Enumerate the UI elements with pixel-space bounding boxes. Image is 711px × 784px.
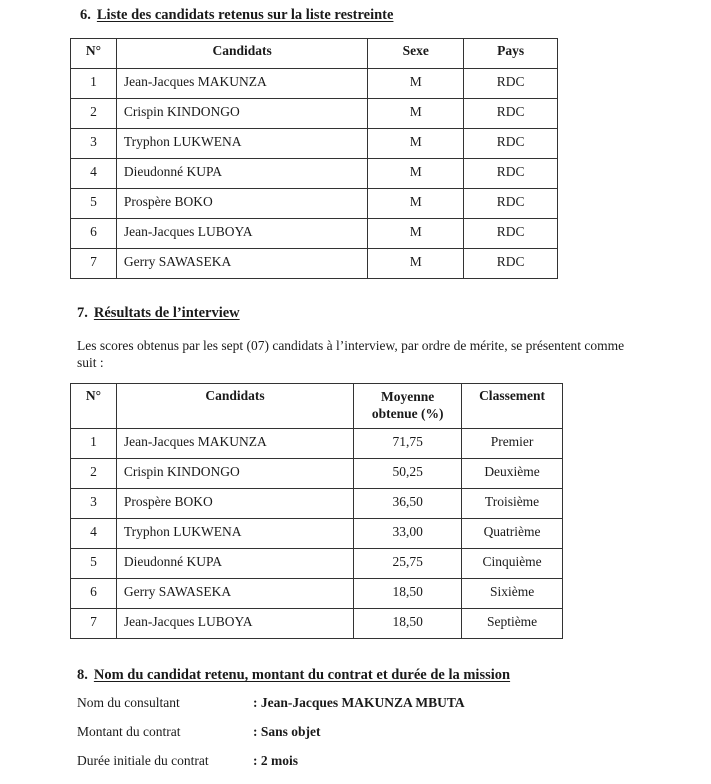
candidate-name: Gerry SAWASEKA — [116, 249, 367, 279]
candidate-score: 33,00 — [354, 519, 462, 549]
table-row — [71, 609, 563, 639]
info-label: Durée initiale du contrat — [77, 753, 209, 768]
col-header-number: N° — [71, 39, 117, 69]
table-header-row — [71, 384, 563, 429]
candidate-rank: Troisième — [462, 489, 563, 519]
candidate-name: Gerry SAWASEKA — [116, 579, 353, 609]
row-number: 5 — [71, 189, 117, 219]
candidate-name: Jean-Jacques MAKUNZA — [116, 429, 353, 459]
candidate-country: RDC — [464, 249, 558, 279]
row-number: 6 — [71, 579, 117, 609]
candidate-sex: M — [368, 69, 464, 99]
candidate-name: Jean-Jacques LUBOYA — [116, 219, 367, 249]
section-6-number: 6. — [80, 7, 91, 23]
interview-intro-paragraph: Les scores obtenus par les sept (07) candidats à l’interview, par ordre de mérite, se présentent comme suit : — [77, 338, 625, 370]
table-row — [71, 459, 563, 489]
table-row — [71, 99, 558, 129]
col-header-average: Moyenne obtenue (%) — [354, 384, 462, 429]
info-row-duration — [77, 753, 298, 769]
candidate-country: RDC — [464, 159, 558, 189]
candidate-rank: Deuxième — [462, 459, 563, 489]
candidate-rank: Premier — [462, 429, 563, 459]
table-row — [71, 249, 558, 279]
row-number: 3 — [71, 489, 117, 519]
candidate-sex: M — [368, 219, 464, 249]
info-value: : Sans objet — [253, 724, 321, 739]
candidate-name: Dieudonné KUPA — [116, 549, 353, 579]
info-label: Montant du contrat — [77, 724, 181, 739]
candidate-score: 50,25 — [354, 459, 462, 489]
section-8-title: Nom du candidat retenu, montant du contrat et durée de la mission — [93, 667, 511, 683]
info-label: Nom du consultant — [77, 695, 180, 710]
col-header-candidates: Candidats — [116, 39, 367, 69]
row-number: 7 — [71, 249, 117, 279]
shortlist-table — [70, 38, 558, 279]
candidate-name: Prospère BOKO — [116, 189, 367, 219]
candidate-country: RDC — [464, 69, 558, 99]
row-number: 2 — [71, 99, 117, 129]
row-number: 5 — [71, 549, 117, 579]
section-8-heading — [77, 667, 510, 684]
candidate-sex: M — [368, 189, 464, 219]
table-row — [71, 69, 558, 99]
candidate-sex: M — [368, 159, 464, 189]
table-row — [71, 579, 563, 609]
info-value: : Jean-Jacques MAKUNZA MBUTA — [253, 695, 465, 710]
candidate-name: Prospère BOKO — [116, 489, 353, 519]
candidate-sex: M — [368, 129, 464, 159]
row-number: 3 — [71, 129, 117, 159]
candidate-score: 36,50 — [354, 489, 462, 519]
candidate-score: 71,75 — [354, 429, 462, 459]
row-number: 7 — [71, 609, 117, 639]
table-row — [71, 129, 558, 159]
candidate-name: Crispin KINDONGO — [116, 99, 367, 129]
section-6-heading — [80, 7, 393, 24]
section-7-number: 7. — [77, 305, 88, 321]
row-number: 6 — [71, 219, 117, 249]
table-row — [71, 159, 558, 189]
table-row — [71, 519, 563, 549]
interview-results-table — [70, 383, 563, 639]
candidate-score: 18,50 — [354, 579, 462, 609]
candidate-score: 25,75 — [354, 549, 462, 579]
candidate-name: Tryphon LUKWENA — [116, 129, 367, 159]
section-6-title: Liste des candidats retenus sur la liste restreinte — [96, 7, 394, 23]
table-row — [71, 429, 563, 459]
candidate-country: RDC — [464, 219, 558, 249]
candidate-country: RDC — [464, 189, 558, 219]
section-7-heading — [77, 305, 240, 322]
section-7-title: Résultats de l’interview — [93, 305, 240, 321]
candidate-name: Tryphon LUKWENA — [116, 519, 353, 549]
info-value: : 2 mois — [253, 753, 298, 768]
info-row-amount — [77, 724, 321, 740]
candidate-name: Dieudonné KUPA — [116, 159, 367, 189]
section-8-number: 8. — [77, 667, 88, 683]
col-header-country: Pays — [464, 39, 558, 69]
candidate-name: Jean-Jacques MAKUNZA — [116, 69, 367, 99]
candidate-score: 18,50 — [354, 609, 462, 639]
row-number: 1 — [71, 69, 117, 99]
table-row — [71, 189, 558, 219]
candidate-rank: Sixième — [462, 579, 563, 609]
row-number: 4 — [71, 159, 117, 189]
candidate-rank: Cinquième — [462, 549, 563, 579]
table-row — [71, 489, 563, 519]
col-header-ranking: Classement — [462, 384, 563, 429]
candidate-name: Jean-Jacques LUBOYA — [116, 609, 353, 639]
candidate-country: RDC — [464, 129, 558, 159]
row-number: 4 — [71, 519, 117, 549]
candidate-rank: Septième — [462, 609, 563, 639]
col-header-candidates: Candidats — [116, 384, 353, 429]
candidate-name: Crispin KINDONGO — [116, 459, 353, 489]
row-number: 1 — [71, 429, 117, 459]
candidate-sex: M — [368, 249, 464, 279]
table-header-row — [71, 39, 558, 69]
col-header-number: N° — [71, 384, 117, 429]
info-row-consultant — [77, 695, 465, 711]
candidate-sex: M — [368, 99, 464, 129]
row-number: 2 — [71, 459, 117, 489]
candidate-country: RDC — [464, 99, 558, 129]
col-header-sex: Sexe — [368, 39, 464, 69]
candidate-rank: Quatrième — [462, 519, 563, 549]
table-row — [71, 219, 558, 249]
table-row — [71, 549, 563, 579]
